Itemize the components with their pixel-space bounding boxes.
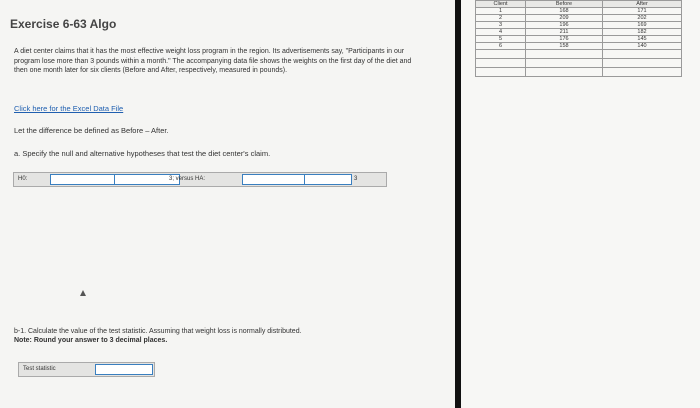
client-cell[interactable]: 1	[476, 8, 526, 15]
client-cell[interactable]: 5	[476, 36, 526, 43]
table-row	[476, 36, 682, 43]
h0-separator	[114, 174, 115, 185]
before-cell[interactable]: 158	[526, 43, 603, 50]
after-cell[interactable]: 202	[603, 15, 682, 22]
after-cell[interactable]: 140	[603, 43, 682, 50]
versus-ha-label: 3; versus HA:	[169, 176, 206, 182]
table-row	[476, 8, 682, 15]
after-cell[interactable]: 182	[603, 29, 682, 36]
client-cell[interactable]: 6	[476, 43, 526, 50]
rounding-note: Note: Round your answer to 3 decimal places.	[14, 337, 168, 344]
empty-cell[interactable]	[476, 59, 526, 68]
empty-row	[476, 50, 682, 59]
empty-cell[interactable]	[526, 50, 603, 59]
empty-row	[476, 59, 682, 68]
problem-description: A diet center claims that it has the most effective weight loss program in the region. Its advertisements say, "Participants in our program lose more than 3 pounds within a month." The accompanying data file shows the weights on the first day of the diet and then one month later for six clients (Before and After, respectively, measured in pounds).	[14, 48, 412, 74]
mouse-cursor-icon	[80, 290, 86, 296]
empty-cell[interactable]	[526, 68, 603, 77]
after-cell[interactable]: 171	[603, 8, 682, 15]
table-header-row	[476, 1, 682, 8]
header-before: Before	[526, 1, 603, 8]
empty-cell[interactable]	[603, 59, 682, 68]
before-cell[interactable]: 196	[526, 22, 603, 29]
table-row	[476, 22, 682, 29]
empty-cell[interactable]	[526, 59, 603, 68]
table-row	[476, 15, 682, 22]
question-a: a. Specify the null and alternative hypotheses that test the diet center's claim.	[14, 149, 271, 158]
test-statistic-label: Test statistic	[23, 366, 56, 372]
after-cell[interactable]: 169	[603, 22, 682, 29]
empty-cell[interactable]	[603, 68, 682, 77]
h0-parameter-select[interactable]	[50, 174, 180, 185]
before-cell[interactable]: 168	[526, 8, 603, 15]
after-cell[interactable]: 145	[603, 36, 682, 43]
excel-data-link[interactable]: Click here for the Excel Data File	[14, 104, 124, 113]
client-cell[interactable]: 4	[476, 29, 526, 36]
before-cell[interactable]: 211	[526, 29, 603, 36]
header-after: After	[603, 1, 682, 8]
exercise-title: Exercise 6-63 Algo	[10, 17, 117, 31]
client-cell[interactable]: 3	[476, 22, 526, 29]
client-cell[interactable]: 2	[476, 15, 526, 22]
difference-definition: Let the difference be defined as Before – After.	[14, 126, 169, 135]
hypothesis-row	[13, 172, 387, 187]
table-row	[476, 43, 682, 50]
question-b1-text: b-1. Calculate the value of the test statistic. Assuming that weight loss is normally distributed.	[14, 328, 302, 335]
ha-value: 3	[354, 176, 358, 182]
before-cell[interactable]: 176	[526, 36, 603, 43]
data-table	[475, 0, 682, 77]
table-row	[476, 29, 682, 36]
ha-separator	[304, 174, 305, 185]
empty-cell[interactable]	[476, 68, 526, 77]
h0-label: H0:	[18, 176, 28, 182]
question-b1	[14, 327, 414, 345]
empty-cell[interactable]	[603, 50, 682, 59]
test-statistic-row	[18, 362, 155, 377]
test-statistic-input[interactable]	[95, 364, 153, 375]
ha-parameter-select[interactable]	[242, 174, 352, 185]
before-cell[interactable]: 209	[526, 15, 603, 22]
header-client: Client	[476, 1, 526, 8]
empty-row	[476, 68, 682, 77]
empty-cell[interactable]	[476, 50, 526, 59]
